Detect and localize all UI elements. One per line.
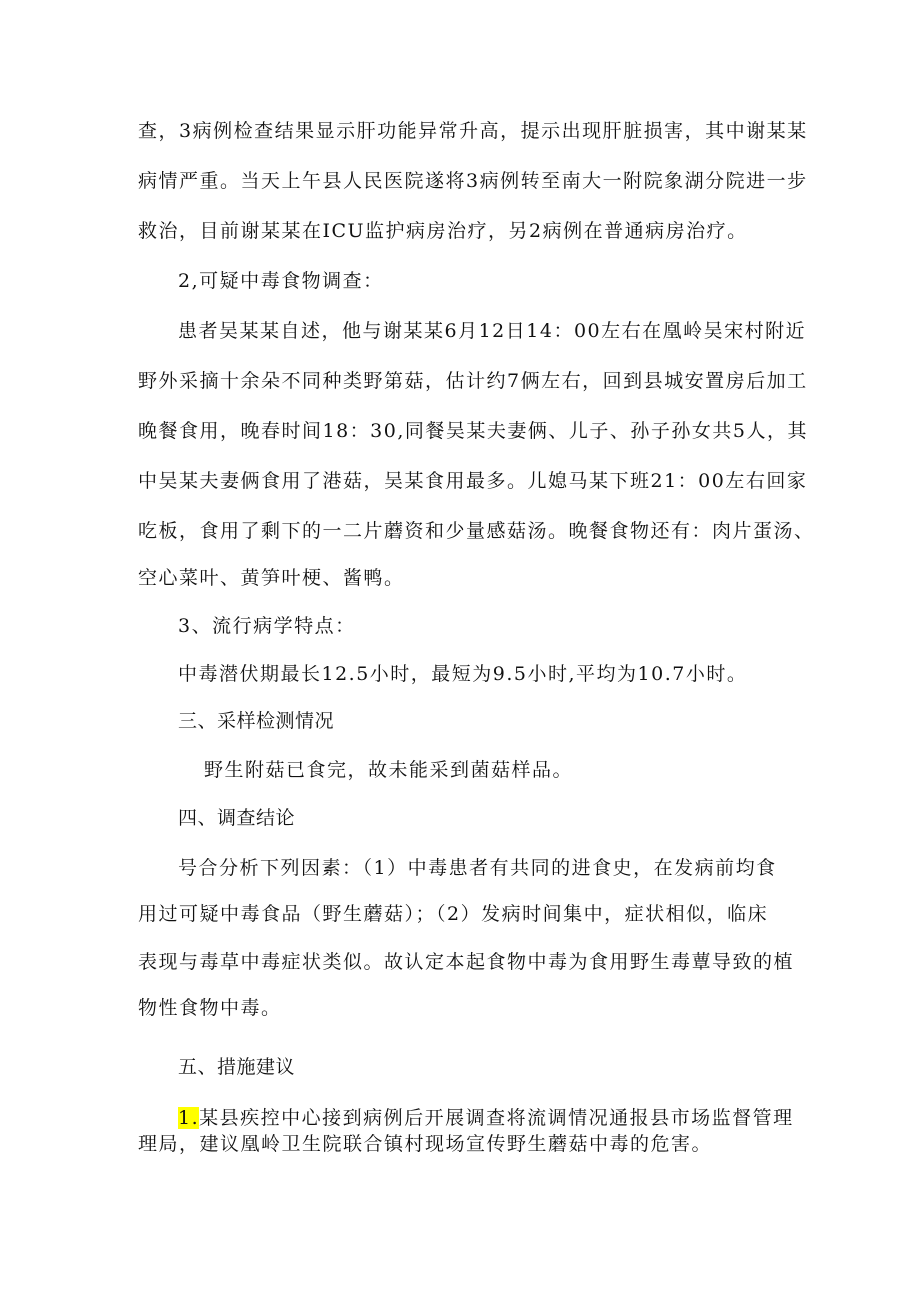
paragraph-line: 患者吴某某自述，他与谢某某6月12日14：00左右在凰岭吴宋村附近 [178,320,807,342]
paragraph-line: 表现与毒草中毒症状类似。故认定本起食物中毒为食用野生毒蕈导致的植 [138,951,795,973]
section-heading: 四、调查结论 [178,807,296,829]
paragraph-line: 野外采摘十余朵不同种类野第菇，估计约7俩左右，回到县城安置房后加工 [138,370,808,392]
paragraph-line: 号合分析下列因素：（1）中毒患者有共同的进食史，在发病前均食 [178,857,777,879]
paragraph-line: 中毒潜伏期最长12.5小时，最短为9.5小时,平均为10.7小时。 [178,663,748,685]
item-title: 3、流行病学特点： [178,615,356,637]
list-item-text: 某县疾控中心接到病例后开展调查将流调情况通报县市场监督管理 [199,1107,794,1129]
paragraph-line: 理局，建议凰岭卫生院联合镇村现场宣传野生蘑菇中毒的危害。 [138,1133,713,1155]
paragraph-line: 查，3病例检查结果显示肝功能异常升高，提示出现肝脏损害，其中谢某某 [138,120,808,142]
paragraph-line: 救治，目前谢某某在ICU监护病房治疗，另2病例在普通病房治疗。 [138,220,748,242]
section-heading: 五、措施建议 [178,1056,296,1078]
paragraph-line: 中吴某夫妻俩食用了港菇，吴某食用最多。儿媳马某下班21：00左右回家 [138,470,808,492]
paragraph-line: 空心菜叶、黄笋叶梗、酱鸭。 [138,567,405,589]
paragraph-line: 吃板，食用了剩下的一二片蘑资和少量感菇汤。晚餐食物还有：肉片蛋汤、 [138,520,815,542]
item-number-highlight: 1. [178,1107,200,1129]
list-item [178,1106,794,1130]
paragraph-line: 晚餐食用，晚春时间18：30,同餐吴某夫妻俩、儿子、孙子孙女共5人，其 [138,420,808,442]
paragraph-line: 病情严重。当天上午县人民医院遂将3病例转至南大一附院象湖分院进一步 [138,170,808,192]
section-heading: 三、采样检测情况 [178,710,335,732]
item-title: 2,可疑中毒食物调查： [178,270,384,292]
paragraph-line: 物性食物中毒。 [138,997,282,1019]
paragraph-line: 野生附菇已食完，故未能采到菌菇样品。 [204,759,574,781]
paragraph-line: 用过可疑中毒食品（野生蘑菇）；（2）发病时间集中，症状相似，临床 [138,903,769,925]
